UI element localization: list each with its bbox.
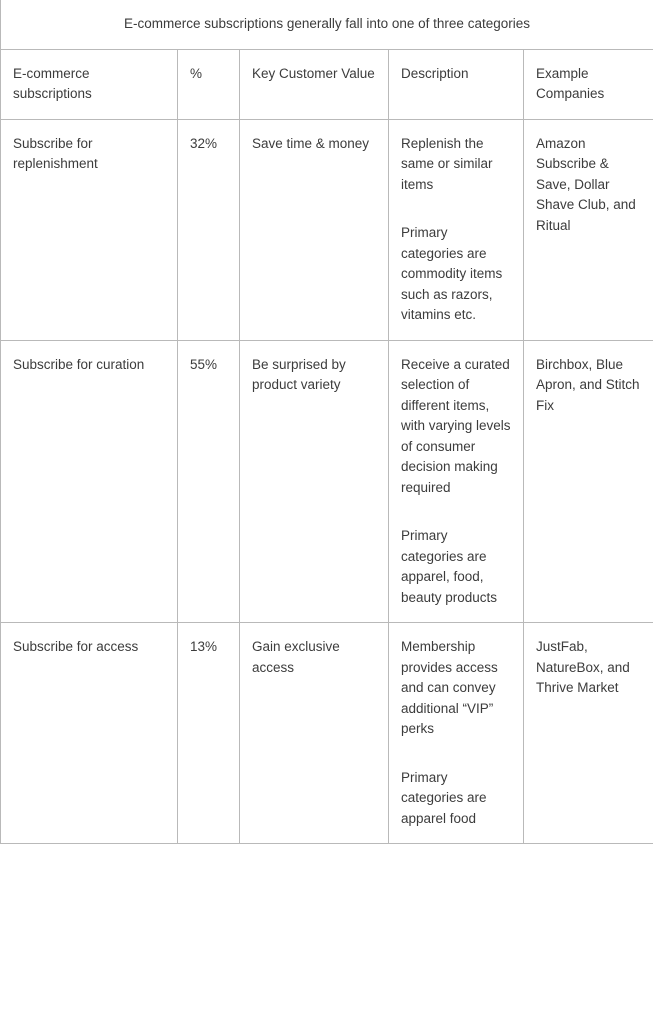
- column-header-description: Description: [389, 49, 524, 119]
- row-description: [389, 623, 524, 844]
- row-description-paragraph: Membership provides access and can convey additional “VIP” perks: [401, 639, 498, 736]
- table-title-row: [1, 0, 653, 49]
- row-description-paragraph: Replenish the same or similar items: [401, 135, 493, 192]
- row-key-customer-value: Be surprised by product variety: [240, 340, 389, 623]
- row-example-companies: Birchbox, Blue Apron, and Stitch Fix: [524, 340, 653, 623]
- row-percent: 13%: [178, 623, 240, 844]
- row-name: Subscribe for curation: [1, 340, 178, 623]
- row-percent: 55%: [178, 340, 240, 623]
- row-description-paragraph: Primary categories are apparel food: [401, 769, 487, 826]
- row-description: [389, 340, 524, 623]
- row-description-paragraph: Primary categories are apparel, food, beauty products: [401, 528, 498, 605]
- row-key-customer-value: Gain exclusive access: [240, 623, 389, 844]
- row-percent: 32%: [178, 119, 240, 340]
- row-description-paragraph: Primary categories are commodity items such as razors, vitamins etc.: [401, 225, 503, 322]
- column-header-key-customer-value: Key Customer Value: [240, 49, 389, 119]
- column-header-subscriptions: E-commerce subscriptions: [1, 49, 178, 119]
- column-header-example-companies: Example Companies: [524, 49, 653, 119]
- row-description: [389, 119, 524, 340]
- table-title: E-commerce subscriptions generally fall into one of three categories: [1, 0, 653, 49]
- table-row: [1, 623, 653, 844]
- table-header-row: [1, 49, 653, 119]
- row-example-companies: Amazon Subscribe & Save, Dollar Shave Club, and Ritual: [524, 119, 653, 340]
- row-name: Subscribe for replenishment: [1, 119, 178, 340]
- row-example-companies: JustFab, NatureBox, and Thrive Market: [524, 623, 653, 844]
- row-name: Subscribe for access: [1, 623, 178, 844]
- row-description-paragraph: Receive a curated selection of different items, with varying levels of consumer decision making required: [401, 356, 511, 495]
- table-row: [1, 119, 653, 340]
- column-header-percent: %: [178, 49, 240, 119]
- row-key-customer-value: Save time & money: [240, 119, 389, 340]
- table-row: [1, 340, 653, 623]
